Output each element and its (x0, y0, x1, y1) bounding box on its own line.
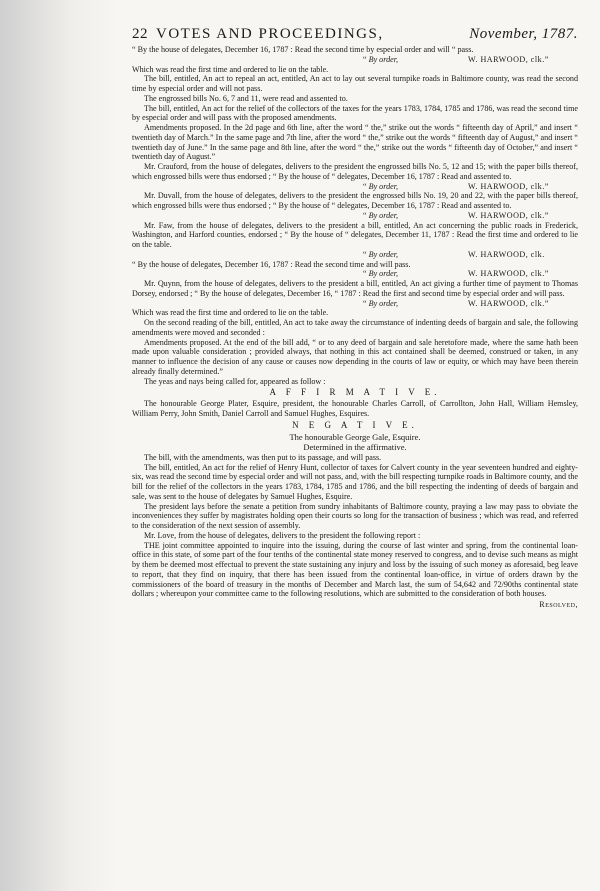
clerk-signature: W. HARWOOD, clk.” (468, 298, 549, 308)
paragraph: The yeas and nays being called for, appeared as follow : (144, 376, 326, 386)
paragraph: Amendments proposed. In the 2d page and 6th line, after the word “ the,” strike out the words “ fifteenth day of April,” and insert “ twentieth day of March.” In the same page and 7th line, after the word “ the,” strike out the words “ fifteenth day of August,” and insert “ twentieth day of June.” In the same page and 8th line, after the word “ the,” strike out the words “ fifteenth day of October,” and insert “ twentieth day of August.” (132, 123, 578, 162)
clerk-signoff (132, 269, 578, 279)
paragraph: Mr. Crauford, from the house of delegates, delivers to the president the engrossed bills No. 5, 12 and 15; with the paper bills thereof, which engrossed bills were thus endorsed ; “ By the house of “ delegates, December 16, 1787 : Read and assented to. (132, 162, 578, 181)
paragraph: Mr. Quynn, from the house of delegates, delivers to the president a bill, entitled, An act giving a further time of payment to Thomas Dorsey, endorsed ; “ By the house of delegates, December 16, “ 1787 : Read the first and second time by especial order and will pass. (132, 279, 578, 298)
clerk-signoff (132, 299, 578, 309)
clerk-signoff (132, 250, 578, 260)
vote-heading: A F F I R M A T I V E. (269, 387, 441, 398)
paragraph: Mr. Faw, from the house of delegates, delivers to the president a bill, entitled, An act concerning the public roads in Frederick, Washington, and Harford counties, endorsed ; “ By the house of “ delegates, December 11, 1787 : Read the first time and ordered to lie on the table. (132, 220, 578, 249)
page-content (132, 26, 578, 610)
clerk-signoff (132, 55, 578, 65)
clerk-signoff (132, 211, 578, 221)
running-header (132, 26, 578, 43)
by-order-text: “ By order, (362, 298, 398, 308)
paragraph: The bill, entitled, An act to repeal an act, entitled, An act to lay out several turnpike roads in Baltimore county, was read the second time by especial order and will not pass. (132, 74, 578, 93)
centered-line: The honourable George Gale, Esquire. (289, 431, 421, 442)
paragraph: The president lays before the senate a petition from sundry inhabitants of Baltimore county, praying a law may pass to obviate the inconveniences they suffer by magistrates holding open their courts so long for the transaction of business ; which was read, and referred to the consideration of the next session of assembly. (132, 501, 578, 530)
paragraph: “ By the house of delegates, December 16, 1787 : Read the second time by especial order and will “ pass. (132, 45, 474, 54)
clerk-signature: W. HARWOOD, clk.” (468, 181, 549, 191)
paragraph: Mr. Duvall, from the house of delegates, delivers to the president the engrossed bills No. 19, 20 and 22, with the paper bills thereof, which engrossed bills were thus endorsed ; “ By the house of “ delegates, December 16, 1787 : Read and assented to. (132, 191, 578, 210)
clerk-signature: W. HARWOOD, clk.” (468, 210, 549, 220)
clerk-signature: W. HARWOOD, clk.” (468, 54, 549, 64)
header-date: November, 1787. (469, 26, 578, 42)
by-order-text: “ By order, (362, 54, 398, 64)
catchword: Resolved, (539, 600, 578, 609)
paragraph: THE joint committee appointed to inquire into the issuing, during the course of last winter and spring, from the continental loan-office in this state, of some part of the four tenths of the continental state money reserved to congress, and to devise such means as might by them be deemed most effectual to prevent the state sustaining any injury and loss by the issuing of such money as aforesaid, beg leave to report, that they find on inquiry, that there has been issued from the continental loan-office, in virtue of orders drawn by the commissioners of the board of treasury in the months of December and March last, the sum of 54,642 and 72/90ths continental state dollars ; whereupon your committee came to the following resolutions, which are submitted to the consideration of both houses. (132, 540, 578, 599)
by-order-text: “ By order, (362, 249, 398, 259)
paragraph: The engrossed bills No. 6, 7 and 11, were read and assented to. (144, 93, 348, 103)
paragraph: The bill, with the amendments, was then put to its passage, and will pass. (144, 452, 382, 462)
paragraph: The honourable George Plater, Esquire, president, the honourable Charles Carroll, of Carrollton, John Hall, William Hemsley, William Perry, John Smith, Daniel Carroll and Samuel Hughes, Esquires. (132, 399, 578, 418)
page-number: 22 (132, 26, 148, 42)
paragraph: Which was read the first time and ordered to lie on the table. (132, 64, 329, 74)
paragraph: Amendments proposed. At the end of the bill add, “ or to any deed of bargain and sale heretofore made, where the same hath been made upon valuable consideration ; provided always, that nothing in this act contained shall be deemed, construed or taken, in any manner to influence the decision of any cause or causes now depending in the courts of law or equity, or which may have been therein already finally determined.” (132, 337, 578, 376)
paragraph: The bill, entitled, An act for the relief of Henry Hunt, collector of taxes for Calvert county in the year seventeen hundred and eighty-six, was read the second time by especial order and will not pass, and, with the bill respecting turnpike roads in Baltimore county, and the bill for the relief of the collectors in the years 1783, 1784, 1785 and 1786, and the bill respecting the indenting of deeds of bargain and sale, was sent to the house of delegates by Samuel Hughes, Esquire. (132, 462, 578, 501)
clerk-signoff (132, 182, 578, 192)
paragraph: The bill, entitled, An act for the relief of the collectors of the taxes for the years 1783, 1784, 1785 and 1786, was read the second time by especial order and will pass with the proposed amendments. (132, 103, 578, 123)
clerk-signature: W. HARWOOD, clk. (468, 249, 545, 259)
by-order-text: “ By order, (362, 210, 398, 220)
by-order-text: “ By order, (362, 181, 398, 191)
by-order-text: “ By order, (362, 269, 398, 279)
centered-line: Determined in the affirmative. (303, 442, 407, 453)
page-title: VOTES AND PROCEEDINGS, (156, 26, 384, 42)
paragraph: Mr. Love, from the house of delegates, delivers to the president the following report : (144, 530, 421, 540)
paragraph: “ By the house of delegates, December 16, 1787 : Read the second time and will pass. (132, 259, 411, 269)
paragraph: Which was read the first time and ordered to lie on the table. (132, 308, 329, 318)
vote-heading: N E G A T I V E. (292, 419, 418, 430)
paragraph: On the second reading of the bill, entitled, An act to take away the circumstance of indenting deeds of bargain and sale, the following amendments were moved and seconded : (132, 318, 578, 337)
document-body (132, 45, 578, 610)
clerk-signature: W. HARWOOD, clk.” (468, 269, 549, 279)
